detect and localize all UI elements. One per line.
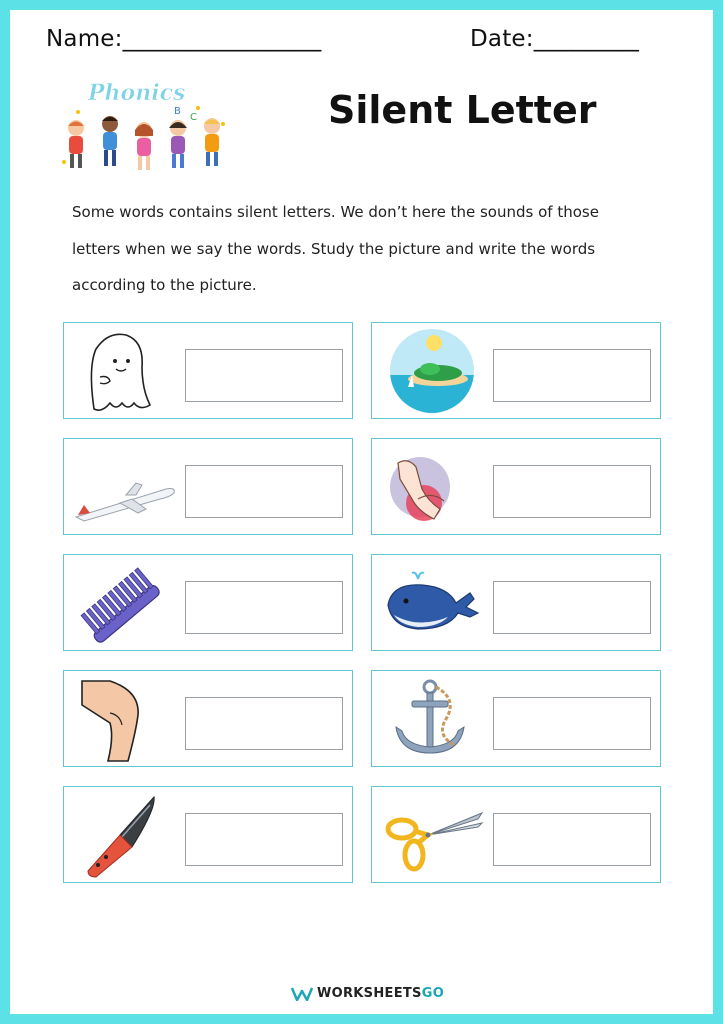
airplane-icon (70, 443, 178, 531)
brand-name: WORKSHEETS (317, 986, 422, 1001)
logo-text: Phonics (88, 80, 186, 106)
item-card-airplane (63, 438, 353, 535)
svg-text:B: B (174, 106, 181, 117)
item-card-anchor (371, 670, 661, 767)
answer-box[interactable] (493, 349, 651, 402)
knee-icon (70, 675, 178, 763)
kid-figures (68, 116, 220, 170)
item-card-wrist (371, 438, 661, 535)
scissors-icon (378, 791, 486, 879)
answer-box[interactable] (493, 813, 651, 866)
footer-brand (291, 986, 444, 1001)
instructions-text: Some words contains silent letters. We don’t here the sounds of those letters when we say the words. Study the picture and write the words according to the picture. (72, 203, 599, 294)
answer-box[interactable] (185, 697, 343, 750)
answer-box[interactable] (493, 581, 651, 634)
brand-accent: GO (421, 986, 445, 1001)
island-icon (378, 327, 486, 415)
ghost-icon (70, 327, 178, 415)
item-card-whale (371, 554, 661, 651)
answer-box[interactable] (493, 465, 651, 518)
svg-text:C: C (190, 112, 197, 123)
item-card-island (371, 322, 661, 419)
page-title: Silent Letter (328, 88, 597, 132)
date-field-label: Date:_________ (470, 26, 640, 52)
answer-box[interactable] (185, 581, 343, 634)
worksheet-page (10, 10, 713, 1014)
item-card-knee (63, 670, 353, 767)
comb-icon (70, 559, 178, 647)
whale-icon (378, 559, 486, 647)
name-field-label: Name:_________________ (46, 26, 322, 52)
phonics-logo (48, 72, 238, 184)
answer-box[interactable] (185, 349, 343, 402)
answer-box[interactable] (185, 813, 343, 866)
item-card-knife (63, 786, 353, 883)
worksheetsgo-logo-icon (291, 987, 313, 1001)
answer-box[interactable] (185, 465, 343, 518)
item-card-scissors (371, 786, 661, 883)
item-card-comb (63, 554, 353, 651)
answer-box[interactable] (493, 697, 651, 750)
knife-icon (70, 791, 178, 879)
wrist-icon (378, 443, 486, 531)
anchor-icon (378, 675, 486, 763)
item-card-ghost (63, 322, 353, 419)
